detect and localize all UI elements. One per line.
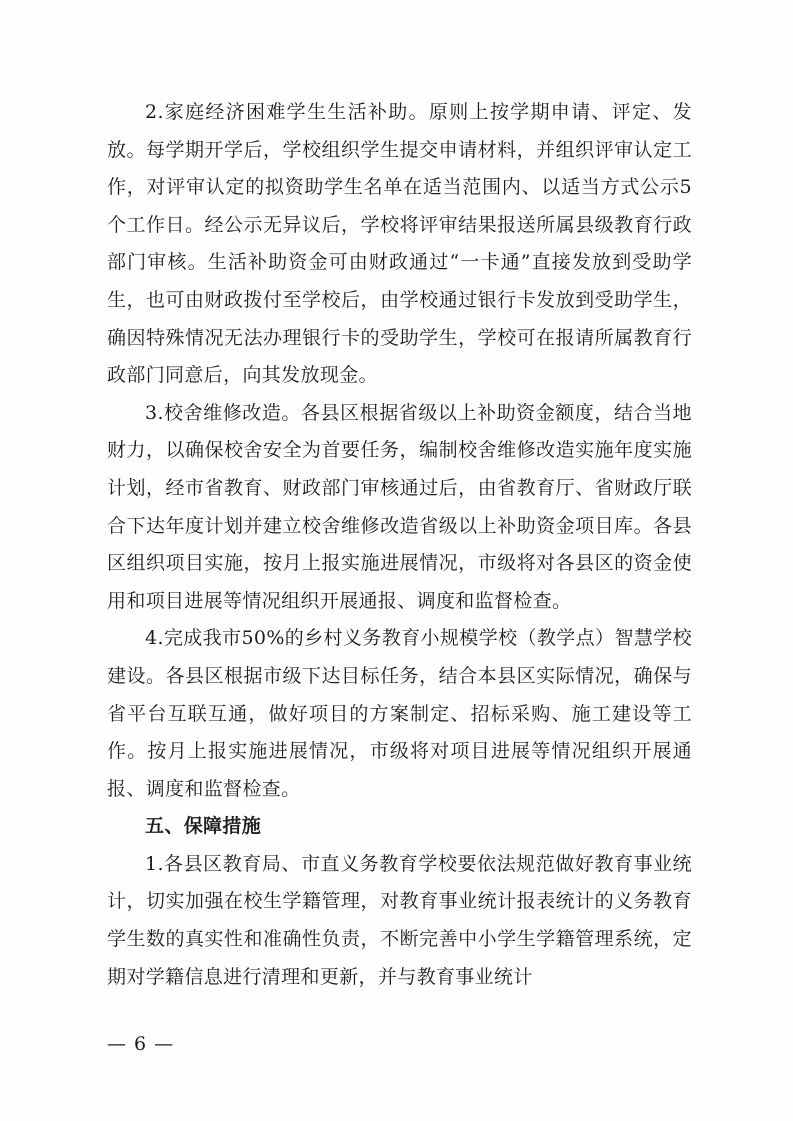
section-heading-safeguards: 五、保障措施: [145, 815, 262, 838]
paragraph-school-maintenance: 3.校舍维修改造。各县区根据省级以上补助资金额度，结合当地财力，以确保校舍安全为首要任务，编制校舍维修改造实施年度实施计划，经市省教育、财政部门审核通过后，由省教育厅、省财政厅联合下达年度计划并建立校舍维修改造省级以上补助资金项目库。各县区组织项目实施，按月上报实施进展情况，市级将对各县区的资金使用和项目进展等情况组织开展通报、调度和监督检查。: [107, 401, 692, 612]
document-body: [107, 94, 692, 996]
paragraph-smart-school: 4.完成我市50%的乡村义务教育小规模学校（教学点）智慧学校建设。各县区根据市级下达目标任务，结合本县区实际情况，确保与省平台互联互通，做好项目的方案制定、招标采购、施工建设等工作。按月上报实施进展情况，市级将对项目进展等情况组织开展通报、调度和监督检查。: [107, 627, 692, 800]
paragraph-living-subsidy: 2.家庭经济困难学生生活补助。原则上按学期申请、评定、发放。每学期开学后，学校组织学生提交申请材料，并组织评审认定工作，对评审认定的拟资助学生名单在适当范围内、以适当方式公示5个工作日。经公示无异议后，学校将评审结果报送所属县级教育行政部门审核。生活补助资金可由财政通过“一卡通”直接发放到受助学生，也可由财政拨付至学校后，由学校通过银行卡发放到受助学生，确因特殊情况无法办理银行卡的受助学生，学校可在报请所属教育行政部门同意后，向其发放现金。: [107, 101, 692, 387]
page-number: — 6 —: [107, 1033, 175, 1055]
paragraph-enrollment-statistics: 1.各县区教育局、市直义务教育学校要依法规范做好教育事业统计，切实加强在校生学籍管理，对教育事业统计报表统计的义务教育学生数的真实性和准确性负责，不断完善中小学生学籍管理系统，定期对学籍信息进行清理和更新，并与教育事业统计: [107, 852, 692, 988]
